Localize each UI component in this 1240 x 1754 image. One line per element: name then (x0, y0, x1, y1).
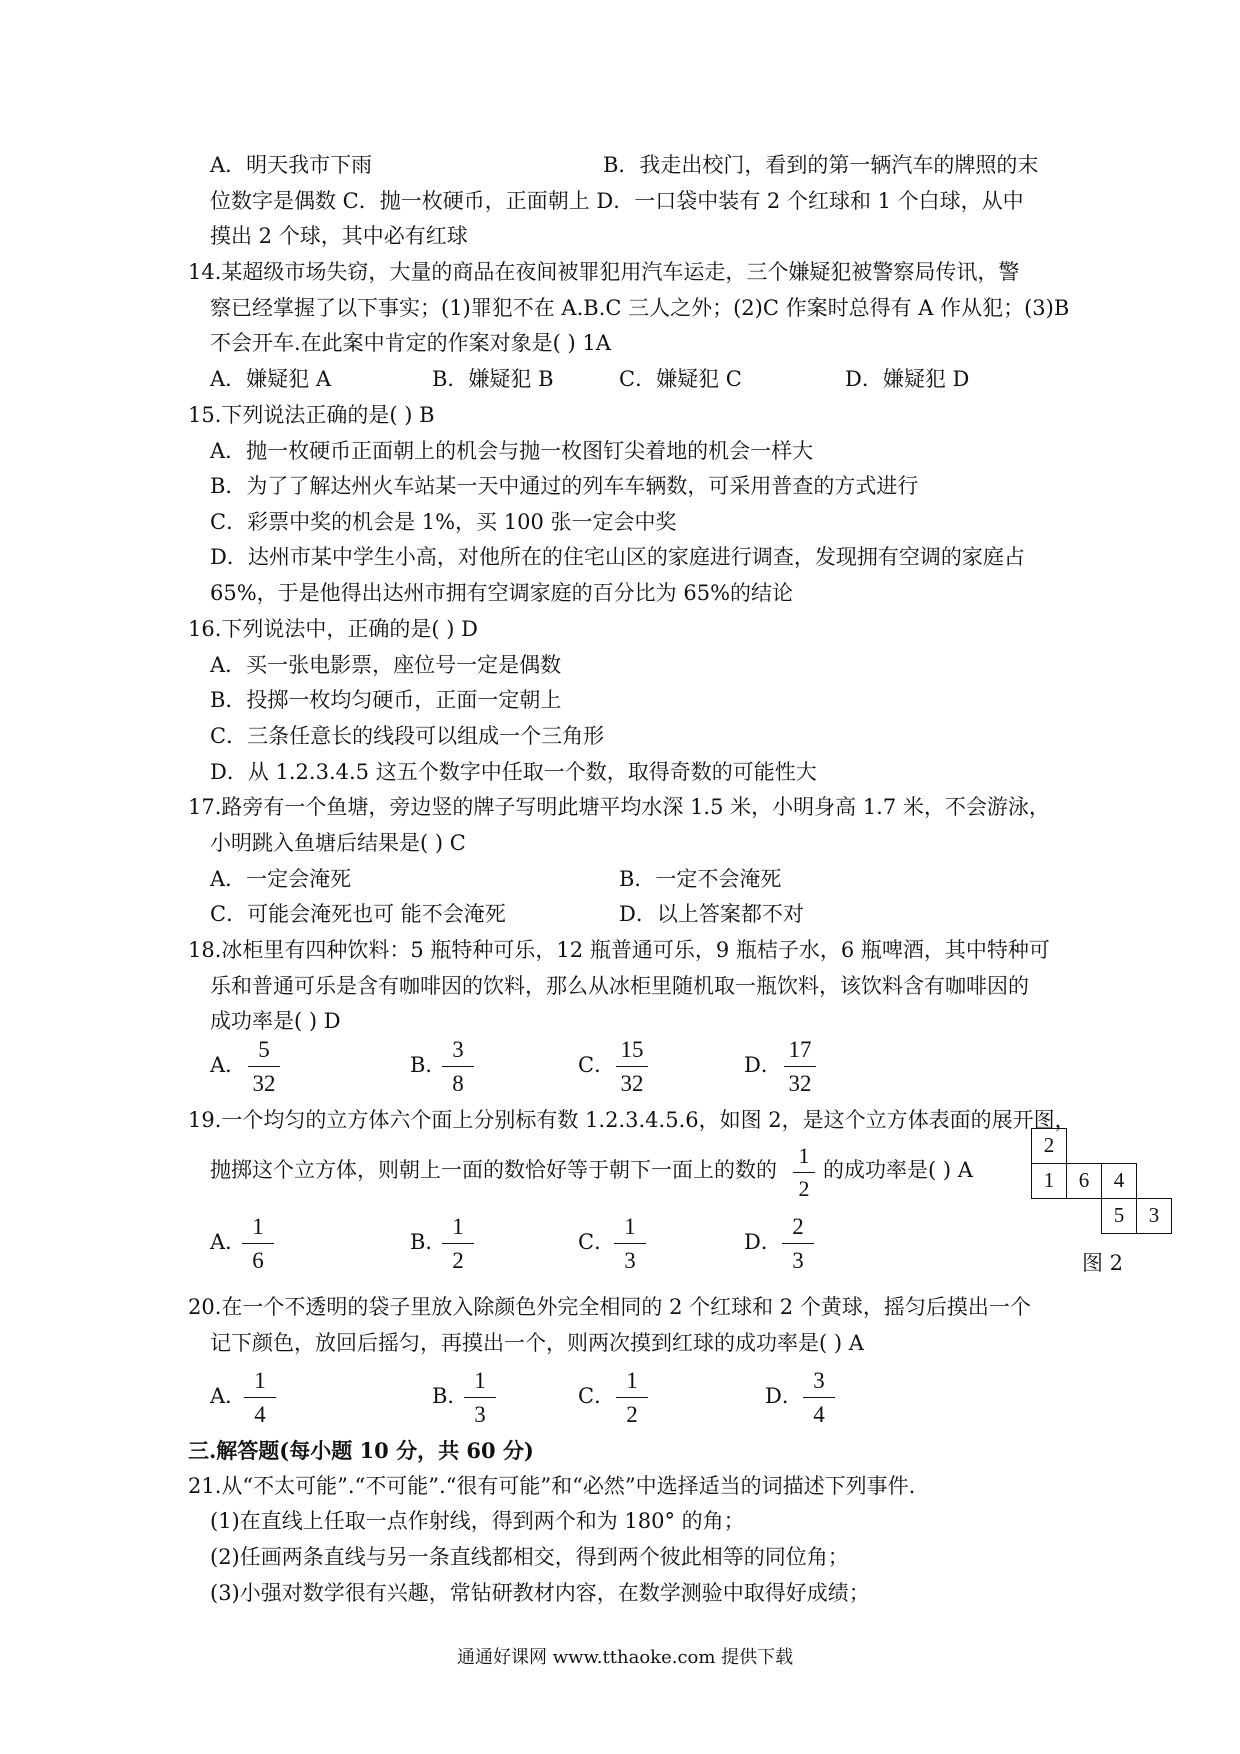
q20-option-a-numerator: 1 (254, 1368, 266, 1393)
q14-option-d: D．嫌疑犯 D (845, 367, 970, 391)
q20-option-c-numerator: 1 (626, 1368, 638, 1393)
net-cell-4: 4 (1101, 1163, 1137, 1199)
q19-option-a-numerator: 1 (252, 1214, 264, 1239)
q21-item-1: (1)在直线上任取一点作射线，得到两个和为 180° 的角； (210, 1509, 745, 1533)
q19-stem-line-1: 19.一个均匀的立方体六个面上分别标有数 1.2.3.4.5.6，如图 2，是这个立方体表面的展开图， (188, 1108, 1076, 1132)
q13-line-3: 摸出 2 个球，其中必有红球 (210, 224, 468, 248)
q14-stem-line-2: 察已经掌握了以下事实；(1)罪犯不在 A.B.C 三人之外；(2)C 作案时总得有 A 作从犯；(3)B (210, 296, 1070, 320)
figure-caption: 图 2 (1082, 1251, 1124, 1275)
q18-option-c-fraction (612, 1038, 652, 1095)
page-footer: 通通好课网 www.tthaoke.com 提供下载 (457, 1647, 794, 1668)
section-heading: 三.解答题(每小题 10 分，共 60 分) (188, 1438, 534, 1463)
q18-option-b-label: B． (410, 1053, 447, 1077)
q18-option-a-fraction (244, 1038, 284, 1095)
net-cell-1: 1 (1031, 1163, 1067, 1199)
q19-option-b-label: B． (410, 1230, 447, 1254)
q20-option-c-denominator: 2 (626, 1402, 638, 1427)
net-cell-5: 5 (1101, 1198, 1137, 1234)
q18-option-c-denominator: 32 (620, 1071, 644, 1096)
q19-stem-line-2a: 抛掷这个立方体，则朝上一面的数恰好等于朝下一面上的数的 (210, 1158, 777, 1182)
q18-option-c-numerator: 15 (620, 1037, 644, 1062)
net-cell-3: 3 (1136, 1198, 1172, 1234)
q19-option-a-fraction (238, 1215, 278, 1272)
q19-option-b-denominator: 2 (452, 1248, 464, 1273)
q18-option-c-label: C． (578, 1053, 616, 1077)
q15-option-c: C．彩票中奖的机会是 1%，买 100 张一定会中奖 (210, 510, 677, 534)
q20-stem-line-2: 记下颜色，放回后摇匀，再摸出一个，则两次摸到红球的成功率是( ) A (210, 1331, 864, 1355)
q16-option-b: B．投掷一枚均匀硬币，正面一定朝上 (210, 688, 562, 712)
q18-option-b-fraction (438, 1038, 478, 1095)
q20-option-b-fraction (460, 1369, 500, 1426)
q19-option-d-denominator: 3 (792, 1248, 804, 1273)
q17-option-a: A．一定会淹死 (210, 867, 352, 891)
q15-option-b: B．为了了解达州火车站某一天中通过的列车车辆数，可采用普查的方式进行 (210, 474, 919, 498)
net-cell-6: 6 (1066, 1163, 1102, 1199)
q19-half-numerator: 1 (798, 1143, 810, 1168)
q20-option-a-fraction (240, 1369, 280, 1426)
q19-option-d-label: D． (744, 1230, 782, 1254)
q19-option-c-label: C． (578, 1230, 616, 1254)
q18-option-b-denominator: 8 (452, 1071, 464, 1096)
q19-option-c-denominator: 3 (624, 1248, 636, 1273)
q14-option-a: A．嫌疑犯 A (210, 367, 332, 391)
q20-option-b-numerator: 1 (474, 1368, 486, 1393)
q21-stem: 21.从“不太可能”.“不可能”.“很有可能”和“必然”中选择适当的词描述下列事件. (188, 1474, 916, 1498)
q16-option-a: A．买一张电影票，座位号一定是偶数 (210, 653, 562, 677)
q18-stem-line-2: 乐和普通可乐是含有咖啡因的饮料，那么从冰柜里随机取一瓶饮料，该饮料含有咖啡因的 (210, 974, 1029, 998)
q21-item-2: (2)任画两条直线与另一条直线都相交，得到两个彼此相等的同位角； (210, 1545, 849, 1569)
q17-option-c: C．可能会淹死也可 能不会淹死 (210, 902, 506, 926)
q18-stem-line-1: 18.冰柜里有四种饮料：5 瓶特种可乐，12 瓶普通可乐，9 瓶桔子水，6 瓶啤酒，其中特种可 (188, 938, 1050, 962)
q20-option-d-fraction (799, 1369, 839, 1426)
q17-stem-line-1: 17.路旁有一个鱼塘，旁边竖的牌子写明此塘平均水深 1.5 米，小明身高 1.7 米，不会游泳， (188, 795, 1050, 819)
q16-stem: 16.下列说法中，正确的是( ) D (188, 617, 478, 641)
q20-stem-line-1: 20.在一个不透明的袋子里放入除颜色外完全相同的 2 个红球和 2 个黄球，摇匀后摸出一个 (188, 1295, 1031, 1319)
q19-option-d-fraction (778, 1215, 818, 1272)
q20-option-c-label: C． (578, 1384, 616, 1408)
q18-option-a-label: A． (210, 1053, 247, 1077)
q19-option-a-label: A． (210, 1230, 247, 1254)
q20-option-d-denominator: 4 (813, 1402, 825, 1427)
q20-option-a-label: A． (210, 1384, 247, 1408)
q17-option-b: B．一定不会淹死 (619, 867, 782, 891)
q14-stem-line-3: 不会开车.在此案中肯定的作案对象是( ) 1A (210, 331, 611, 355)
q18-option-d-numerator: 17 (788, 1037, 812, 1062)
q18-option-a-denominator: 32 (252, 1071, 276, 1096)
q14-option-b: B．嫌疑犯 B (432, 367, 554, 391)
q15-stem: 15.下列说法正确的是( ) B (188, 403, 435, 427)
q14-option-c: C．嫌疑犯 C (619, 367, 742, 391)
q19-half-denominator: 2 (798, 1176, 810, 1201)
q21-item-3: (3)小强对数学很有兴趣，常钻研教材内容，在数学测验中取得好成绩； (210, 1581, 870, 1605)
q19-stem-line-2b: 的成功率是( ) A (823, 1158, 973, 1182)
q18-option-d-denominator: 32 (788, 1071, 812, 1096)
q20-option-a-denominator: 4 (254, 1402, 266, 1427)
q16-option-d: D．从 1.2.3.4.5 这五个数字中任取一个数，取得奇数的可能性大 (210, 760, 817, 784)
q13-option-a: A．明天我市下雨 (210, 153, 373, 177)
q20-option-b-label: B． (432, 1384, 469, 1408)
q18-option-a-numerator: 5 (258, 1037, 270, 1062)
q20-option-d-label: D． (765, 1384, 803, 1408)
q18-option-d-fraction (780, 1038, 820, 1095)
net-cell-2: 2 (1031, 1128, 1067, 1164)
q19-half-fraction (789, 1145, 819, 1200)
q19-option-a-denominator: 6 (252, 1248, 264, 1273)
q18-option-b-numerator: 3 (452, 1037, 464, 1062)
q17-stem-line-2: 小明跳入鱼塘后结果是( ) C (210, 831, 466, 855)
q20-option-b-denominator: 3 (474, 1402, 486, 1427)
q14-stem-line-1: 14.某超级市场失窃，大量的商品在夜间被罪犯用汽车运走，三个嫌疑犯被警察局传讯，警 (188, 260, 1020, 284)
q19-option-c-fraction (610, 1215, 650, 1272)
q13-line-2: 位数字是偶数 C．抛一枚硬币，正面朝上 D．一口袋中装有 2 个红球和 1 个白球，从中 (210, 189, 1024, 213)
q15-option-d-line-2: 65%，于是他得出达州市拥有空调家庭的百分比为 65%的结论 (210, 581, 794, 605)
q15-option-d-line-1: D．达州市某中学生小高，对他所在的住宅山区的家庭进行调查，发现拥有空调的家庭占 (210, 545, 1025, 569)
q20-option-d-numerator: 3 (813, 1368, 825, 1393)
q19-option-c-numerator: 1 (624, 1214, 636, 1239)
q19-option-b-fraction (438, 1215, 478, 1272)
q18-option-d-label: D． (744, 1053, 782, 1077)
q17-option-d: D．以上答案都不对 (619, 902, 804, 926)
q18-stem-line-3: 成功率是( ) D (210, 1009, 341, 1033)
q16-option-c: C．三条任意长的线段可以组成一个三角形 (210, 724, 605, 748)
q20-option-c-fraction (612, 1369, 652, 1426)
q19-option-d-numerator: 2 (792, 1214, 804, 1239)
q15-option-a: A．抛一枚硬币正面朝上的机会与抛一枚图钉尖着地的机会一样大 (210, 439, 814, 463)
q19-option-b-numerator: 1 (452, 1214, 464, 1239)
q13-option-b: B．我走出校门，看到的第一辆汽车的牌照的末 (603, 153, 1039, 177)
